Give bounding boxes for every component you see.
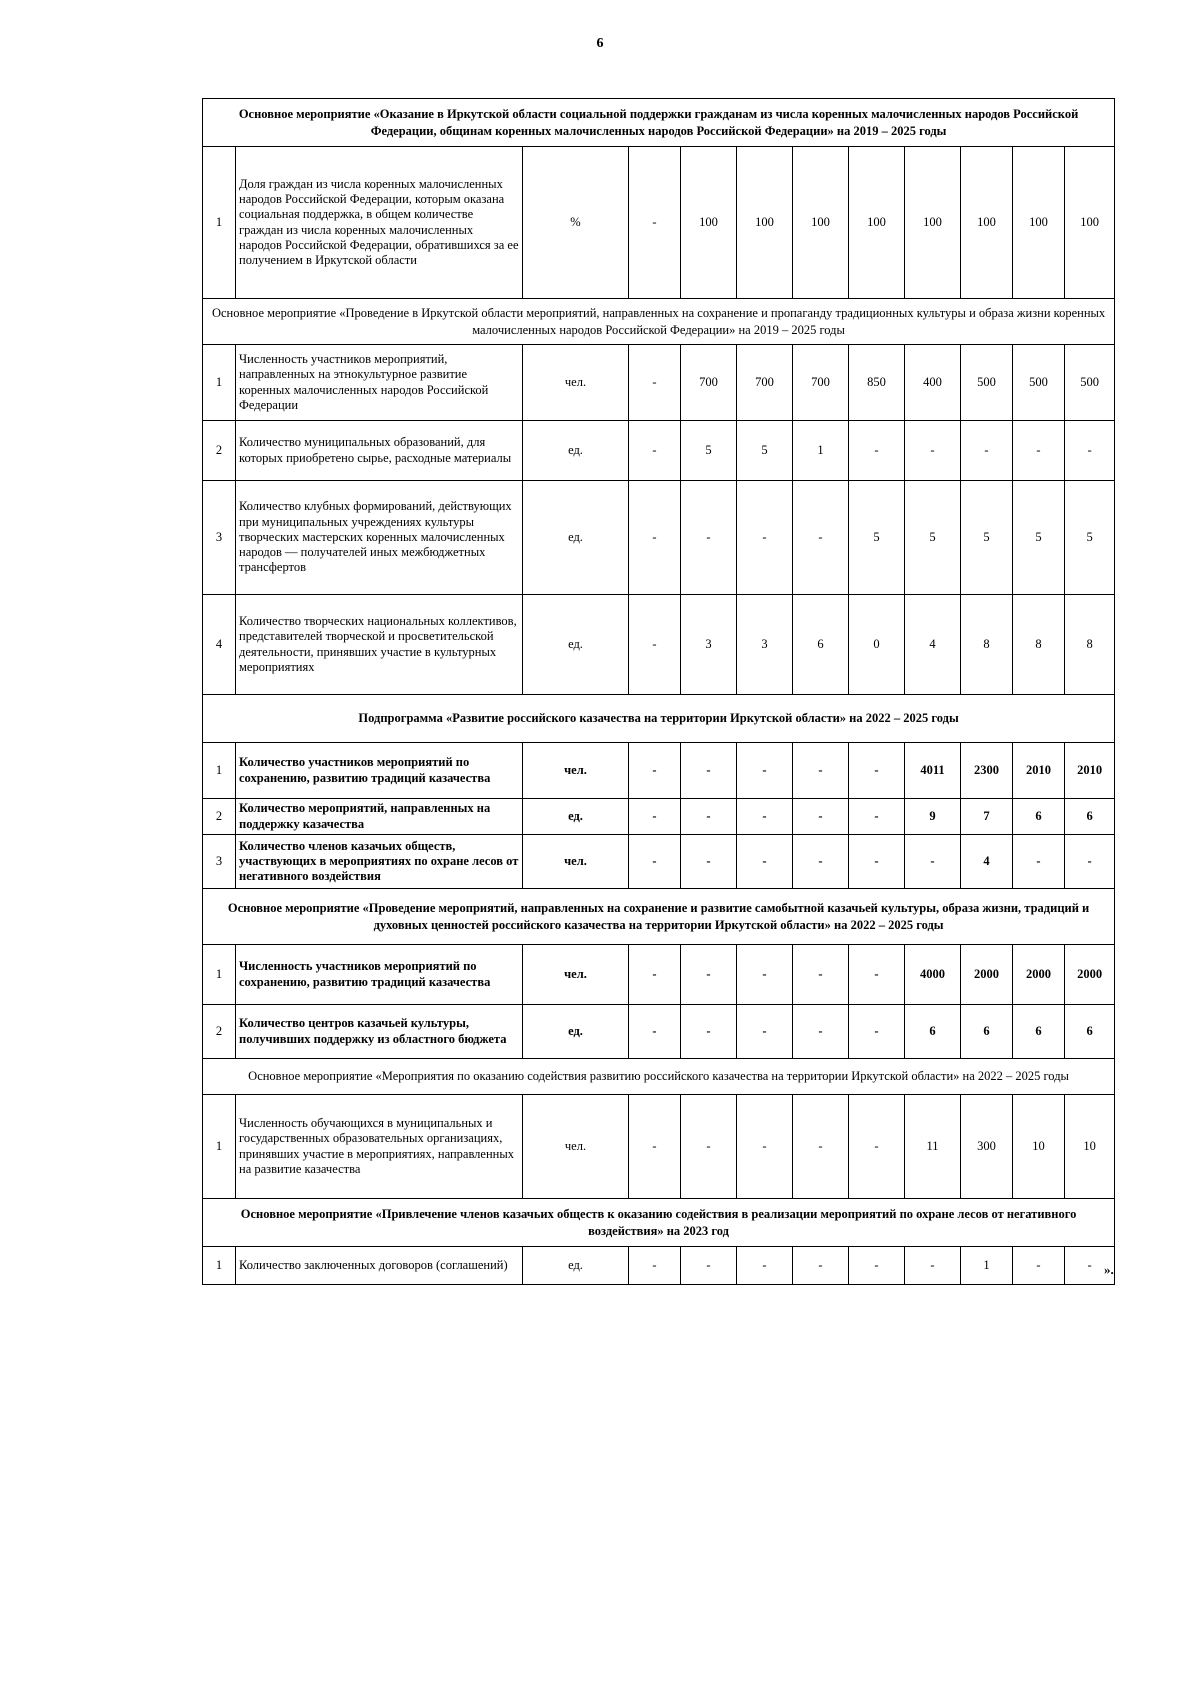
value-cell: - [1065, 835, 1115, 889]
value-cell: 2300 [961, 743, 1013, 799]
value-cell: - [849, 1005, 905, 1059]
row-number: 1 [203, 1247, 236, 1285]
value-cell: - [849, 945, 905, 1005]
indicator-row [203, 345, 1115, 421]
value-cell: - [849, 1095, 905, 1199]
section-header-row [203, 1059, 1115, 1095]
value-cell: 100 [1013, 147, 1065, 299]
indicator-name: Количество мероприятий, направленных на поддержку казачества [236, 799, 523, 835]
value-cell: - [793, 945, 849, 1005]
value-cell: - [629, 743, 681, 799]
indicator-row [203, 421, 1115, 481]
value-cell: - [681, 835, 737, 889]
indicator-name: Численность участников мероприятий по сохранению, развитию традиций казачества [236, 945, 523, 1005]
indicator-name: Количество членов казачьих обществ, участвующих в мероприятиях по охране лесов от негативного воздействия [236, 835, 523, 889]
value-cell: 5 [905, 481, 961, 595]
value-cell: - [629, 481, 681, 595]
indicator-row [203, 1095, 1115, 1199]
value-cell: - [793, 1095, 849, 1199]
unit-cell: чел. [523, 345, 629, 421]
value-cell: 6 [961, 1005, 1013, 1059]
value-cell: 0 [849, 595, 905, 695]
value-cell: - [737, 481, 793, 595]
value-cell: 10 [1013, 1095, 1065, 1199]
value-cell: - [849, 743, 905, 799]
value-cell: - [737, 1095, 793, 1199]
value-cell: 100 [1065, 147, 1115, 299]
section-header-row [203, 99, 1115, 147]
value-cell: 5 [1013, 481, 1065, 595]
value-cell: - [1013, 1247, 1065, 1285]
value-cell: - [1013, 835, 1065, 889]
value-cell: - [629, 945, 681, 1005]
value-cell: 10 [1065, 1095, 1115, 1199]
value-cell: 4 [961, 835, 1013, 889]
indicator-name: Количество центров казачьей культуры, получивших поддержку из областного бюджета [236, 1005, 523, 1059]
unit-cell: чел. [523, 743, 629, 799]
value-cell: 100 [905, 147, 961, 299]
value-cell: - [681, 1247, 737, 1285]
unit-cell: ед. [523, 1247, 629, 1285]
row-number: 2 [203, 1005, 236, 1059]
indicator-row [203, 945, 1115, 1005]
value-cell: 100 [737, 147, 793, 299]
value-cell: 6 [1065, 1005, 1115, 1059]
value-cell: - [737, 835, 793, 889]
value-cell: 100 [961, 147, 1013, 299]
row-number: 1 [203, 147, 236, 299]
value-cell: - [681, 1095, 737, 1199]
value-cell: - [681, 1005, 737, 1059]
indicator-row [203, 595, 1115, 695]
value-cell: 1 [961, 1247, 1013, 1285]
value-cell: - [681, 481, 737, 595]
value-cell: - [961, 421, 1013, 481]
indicator-name: Количество творческих национальных коллективов, представителей творческой и просветительской деятельности, принявших участие в культурных мероприятиях [236, 595, 523, 695]
value-cell: 5 [737, 421, 793, 481]
value-cell: - [681, 945, 737, 1005]
value-cell: - [793, 743, 849, 799]
value-cell: - [1065, 1247, 1115, 1285]
indicator-name: Количество заключенных договоров (соглашений) [236, 1247, 523, 1285]
row-number: 3 [203, 835, 236, 889]
indicator-row [203, 147, 1115, 299]
value-cell: 2000 [961, 945, 1013, 1005]
value-cell: 11 [905, 1095, 961, 1199]
value-cell: - [737, 945, 793, 1005]
value-cell: - [629, 799, 681, 835]
unit-cell: ед. [523, 799, 629, 835]
unit-cell: ед. [523, 481, 629, 595]
value-cell: - [737, 743, 793, 799]
value-cell: 5 [1065, 481, 1115, 595]
section-header-row [203, 695, 1115, 743]
row-number: 1 [203, 743, 236, 799]
unit-cell: чел. [523, 835, 629, 889]
value-cell: 100 [849, 147, 905, 299]
value-cell: - [849, 421, 905, 481]
value-cell: - [905, 1247, 961, 1285]
value-cell: - [793, 481, 849, 595]
row-number: 3 [203, 481, 236, 595]
value-cell: 4 [905, 595, 961, 695]
value-cell: 100 [681, 147, 737, 299]
row-number: 1 [203, 945, 236, 1005]
row-number: 1 [203, 345, 236, 421]
unit-cell: чел. [523, 945, 629, 1005]
value-cell: - [793, 835, 849, 889]
section-header: Основное мероприятие «Мероприятия по оказанию содействия развитию российского казачества на территории Иркутской области» на 2022 – 2025 годы [203, 1059, 1115, 1095]
value-cell: 500 [1065, 345, 1115, 421]
value-cell: - [849, 1247, 905, 1285]
value-cell: - [849, 835, 905, 889]
value-cell: 8 [1065, 595, 1115, 695]
value-cell: - [629, 1005, 681, 1059]
indicators-table [202, 98, 1115, 1285]
value-cell: 300 [961, 1095, 1013, 1199]
value-cell: 8 [1013, 595, 1065, 695]
closing-quote-mark: ». [1104, 1262, 1114, 1277]
value-cell: 400 [905, 345, 961, 421]
value-cell: - [793, 1247, 849, 1285]
page-number: 6 [596, 36, 604, 51]
indicator-name: Численность участников мероприятий, направленных на этнокультурное развитие коренных малочисленных народов Российской Федерации [236, 345, 523, 421]
indicator-name: Количество муниципальных образований, для которых приобретено сырье, расходные материалы [236, 421, 523, 481]
value-cell: 9 [905, 799, 961, 835]
indicator-row [203, 835, 1115, 889]
value-cell: - [793, 799, 849, 835]
value-cell: 6 [905, 1005, 961, 1059]
value-cell: 6 [1013, 799, 1065, 835]
value-cell: - [905, 421, 961, 481]
row-number: 2 [203, 799, 236, 835]
row-number: 4 [203, 595, 236, 695]
value-cell: - [629, 147, 681, 299]
value-cell: 2000 [1013, 945, 1065, 1005]
value-cell: 2010 [1013, 743, 1065, 799]
value-cell: 3 [681, 595, 737, 695]
value-cell: 700 [737, 345, 793, 421]
indicator-name: Численность обучающихся в муниципальных и государственных образовательных организациях, принявших участие в мероприятиях, направленных на развитие казачества [236, 1095, 523, 1199]
section-header: Основное мероприятие «Привлечение членов казачьих обществ к оказанию содействия в реализации мероприятий по охране лесов от негативного воздействия» на 2023 год [203, 1199, 1115, 1247]
value-cell: 5 [681, 421, 737, 481]
section-header: Основное мероприятие «Оказание в Иркутской области социальной поддержки гражданам из числа коренных малочисленных народов Российской Федерации, общинам коренных малочисленных народов Российской Федерации» на 2019 – 2025 годы [203, 99, 1115, 147]
unit-cell: ед. [523, 421, 629, 481]
value-cell: - [737, 799, 793, 835]
value-cell: - [793, 1005, 849, 1059]
value-cell: 850 [849, 345, 905, 421]
unit-cell: ед. [523, 1005, 629, 1059]
value-cell: - [905, 835, 961, 889]
value-cell: 3 [737, 595, 793, 695]
section-header: Подпрограмма «Развитие российского казачества на территории Иркутской области» на 2022 – 2025 годы [203, 695, 1115, 743]
value-cell: 4011 [905, 743, 961, 799]
value-cell: - [629, 421, 681, 481]
value-cell: 700 [793, 345, 849, 421]
section-header-row [203, 299, 1115, 345]
value-cell: 5 [961, 481, 1013, 595]
value-cell: - [849, 799, 905, 835]
value-cell: 6 [793, 595, 849, 695]
value-cell: 5 [849, 481, 905, 595]
indicator-name: Количество клубных формирований, действующих при муниципальных учреждениях культуры творческих мастерских коренных малочисленных народов — получателей иных межбюджетных трансфертов [236, 481, 523, 595]
value-cell: - [681, 799, 737, 835]
value-cell: 500 [1013, 345, 1065, 421]
unit-cell: ед. [523, 595, 629, 695]
indicator-row [203, 743, 1115, 799]
value-cell: 100 [793, 147, 849, 299]
indicator-row [203, 799, 1115, 835]
unit-cell: % [523, 147, 629, 299]
value-cell: 2010 [1065, 743, 1115, 799]
value-cell: - [629, 1247, 681, 1285]
value-cell: - [629, 835, 681, 889]
value-cell: 2000 [1065, 945, 1115, 1005]
indicator-name: Количество участников мероприятий по сохранению, развитию традиций казачества [236, 743, 523, 799]
section-header-row [203, 1199, 1115, 1247]
value-cell: - [1013, 421, 1065, 481]
value-cell: 500 [961, 345, 1013, 421]
section-header-row [203, 889, 1115, 945]
value-cell: - [737, 1005, 793, 1059]
indicator-row [203, 1005, 1115, 1059]
value-cell: 1 [793, 421, 849, 481]
unit-cell: чел. [523, 1095, 629, 1199]
section-header: Основное мероприятие «Проведение мероприятий, направленных на сохранение и развитие самобытной казачьей культуры, образа жизни, традиций и духовных ценностей российского казачества на территории Иркутской области» на 2022 – 2025 годы [203, 889, 1115, 945]
section-header: Основное мероприятие «Проведение в Иркутской области мероприятий, направленных на сохранение и пропаганду традиционных культуры и образа жизни коренных малочисленных народов Российской Федерации» на 2019 – 2025 годы [203, 299, 1115, 345]
value-cell: - [681, 743, 737, 799]
value-cell: - [737, 1247, 793, 1285]
value-cell: 6 [1013, 1005, 1065, 1059]
value-cell: - [629, 345, 681, 421]
row-number: 2 [203, 421, 236, 481]
value-cell: 8 [961, 595, 1013, 695]
value-cell: - [629, 1095, 681, 1199]
value-cell: 700 [681, 345, 737, 421]
indicator-name: Доля граждан из числа коренных малочисленных народов Российской Федерации, которым оказана социальная поддержка, в общем количестве граждан из числа коренных малочисленных народов Российской Федерации, обратившихся за ее получением в Иркутской области [236, 147, 523, 299]
value-cell: 6 [1065, 799, 1115, 835]
value-cell: 7 [961, 799, 1013, 835]
indicator-row [203, 481, 1115, 595]
value-cell: - [1065, 421, 1115, 481]
value-cell: 4000 [905, 945, 961, 1005]
indicator-row [203, 1247, 1115, 1285]
value-cell: - [629, 595, 681, 695]
row-number: 1 [203, 1095, 236, 1199]
